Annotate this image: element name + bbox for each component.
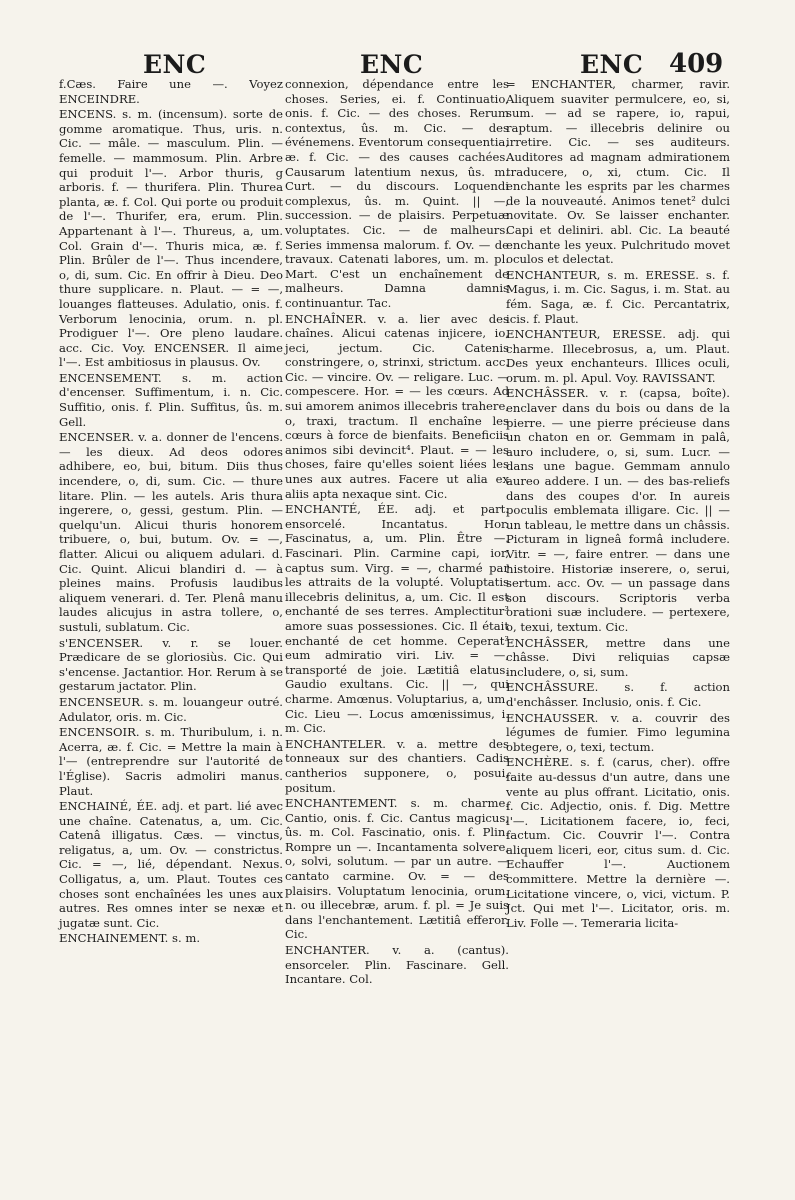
page-number: 409 [669,49,724,79]
entry-paragraph: ENCENS. s. m. (incensum). sorte de gomme aromatique. Thus, uris. n. Cic. — mâle. — masculum. Plin. — femelle. — mammosum. Plin. Arbre qui produit l'—. Arbor thuris, g arboris. f. — thurifera. Plin. Thurea planta, æ. f. Col. Qui porte ou produit de l'—. Thurifer, era, erum. Plin. Appartenant à l'—. Thureus, a, um. Col. Grain d'—. Thuris mica, æ. f. Plin. Brûler de l'—. Thus incendere, o, di, sum. Cic. En offrir à Dieu. Deo thure supplicare. n. Plaut. — = —, louanges flatteuses. Adulatio, onis. f. Verborum lenocinia, orum. n. pl. Prodiguer l'—. Ore pleno laudare. acc. Cic. Voy. ENCENSER. Il aime l'—. Est ambitiosus in plausus. Ov. [59,107,283,370]
entry-paragraph: ENCENSER. v. a. donner de l'encens. — les dieux. Ad deos odores adhibere, eo, bui, bitum. Diis thus incendere, o, di, sum. Cic. — thure litare. Plin. — les autels. Aris thura ingerere, o, gessi, gestum. Plin. — quelqu'un. Alicui thuris honorem tribuere, o, bui, butum. Ov. = —, flatter. Alicui ou aliquem adulari. d. Cic. Quint. Alicui blandiri d. — à pleines mains. Profusis laudibus aliquem venerari. d. Ter. Plenâ manu laudes alicujus in astra tollere, o, sustuli, sublatum. Cic. [59,430,283,634]
entry-paragraph: ENCHÂSSER. v. r. (capsa, boîte). enclaver dans du bois ou dans de la pierre. — une pierre précieuse dans un chaton en or. Gemmam in palâ, auro includere, o, si, sum. Lucr. — dans une bague. Gemmam annulo aureo addere. I un. — des bas-reliefs dans des coupes d'or. In aureis poculis emblemata illigare. Cic. || — un tableau, le mettre dans un châssis. Picturam in ligneâ formâ includere. Vitr. = —, faire entrer. — dans une histoire. Historiæ inserere, o, serui, sertum. acc. Ov. — un passage dans son discours. Scriptoris verba orationi suæ includere. — pertexere, o, texui, textum. Cic. [506,386,730,634]
text-column-left [59,77,283,947]
entry-paragraph: connexion, dépendance entre les choses. Series, ei. f. Continuatio, onis. f. Cic. — des choses. Rerum contextus, ûs. m. Cic. — des événemens. Eventorum consequentia, æ. f. Cic. — des causes cachées. Causarum latentium nexus, ûs. m. Curt. — du discours. Loquendi complexus, ûs. m. Quint. || —, succession. — de plaisirs. Perpetuæ voluptates. Cic. — de malheurs. Series immensa malorum. f. Ov. — de travaux. Catenati labores, um. m. pl. Mart. C'est un enchaînement de malheurs. Damna damnis continuantur. Tac. [285,77,509,310]
entry-paragraph: ENCHAINÉ, ÉE. adj. et part. lié avec une chaîne. Catenatus, a, um. Cic. Catenâ illigatus. Cæs. — vinctus, religatus, a, um. Ov. — constrictus. Cic. = —, lié, dépendant. Nexus. Colligatus, a, um. Plaut. Toutes ces choses sont enchaînées les unes aux autres. Res omnes inter se nexæ et jugatæ sunt. Cic. [59,799,283,930]
entry-paragraph: s'ENCENSER. v. r. se louer. Prædicare de se gloriosiùs. Cic. Qui s'encense. Jactantior. Hor. Rerum à se gestarum jactator. Plin. [59,635,283,694]
entry-paragraph: ENCHANTÉ, ÉE. adj. et part. ensorcelé. Incantatus. Hor. Fascinatus, a, um. Plin. Être —. Fascinari. Plin. Carmine capi, ior, captus sum. Virg. = —, charmé par les attraits de la volupté. Voluptatis illecebris delinitus, a, um. Cic. Il est enchanté de ses terres. Amplectitur³ amore suas possessiones. Cic. Il était enchanté de cet homme. Ceperat³ eum admiratio viri. Liv. = —, transporté de joie. Lætitiâ elatus. Gaudio exultans. Cic. || —, qui charme. Amœnus. Voluptarius, a, um. Cic. Lieu —. Locus amœnissimus, i. m. Cic. [285,502,509,736]
entry-paragraph: ENCHANTER. v. a. (cantus). ensorceler. Plin. Fascinare. Gell. Incantare. Col. [285,943,509,987]
entry-paragraph: ENCHAUSSER. v. a. couvrir des légumes de fumier. Fimo legumina obtegere, o, texi, tectum. [506,710,730,754]
entry-paragraph: ENCHAÎNER. v. a. lier avec des chaînes. Alicui catenas injicere, io, jeci, jectum. Cic. Catenis constringere, o, strinxi, strictum. acc. Cic. — vincire. Ov. — religare. Luc. — compescere. Hor. = — les cœurs. Ad sui amorem animos illecebris trahere, o, traxi, tractum. Il enchaîne les cœurs à force de bienfaits. Beneficiis animos sibi devincit⁴. Plaut. = — les choses, faire qu'elles soient liées les unes aux autres. Facere ut alia ex aliis apta nexaque sint. Cic. [285,311,509,501]
entry-paragraph: f.Cæs. Faire une —. Voyez ENCEINDRE. [59,77,283,106]
entry-paragraph: ENCHANTEUR, s. m. ERESSE. s. f. Magus, i. m. Cic. Sagus, i. m. Stat. au fém. Saga, æ. f. Cic. Percantatrix, icis. f. Plaut. [506,267,730,326]
entry-paragraph: ENCENSEMENT. s. m. action d'encenser. Suffimentum, i. n. Cic. Suffitio, onis. f. Plin. Suffitus, ûs. m. Gell. [59,370,283,429]
entry-paragraph: ENCENSOIR. s. m. Thuribulum, i. n. Acerra, æ. f. Cic. = Mettre la main à l'— (entreprendre sur l'autorité de l'Église). Sacris admoliri manus. Plaut. [59,725,283,798]
entry-paragraph: = ENCHANTER, charmer, ravir. Aliquem suaviter permulcere, eo, si, sum. — ad se rapere, io, rapui, raptum. — illecebris delinire ou irretire. Cic. — ses auditeurs. Auditores ad magnam admirationem traducere, o, xi, ctum. Cic. Il enchante les esprits par les charmes de la nouveauté. Animos tenet² dulci novitate. Ov. Se laisser enchanter. Capi et deliniri. abl. Cic. La beauté enchante les yeux. Pulchritudo movet oculos et delectat. [506,77,730,267]
entry-paragraph: ENCHÂSSURE. s. f. action d'enchâsser. Inclusio, onis. f. Cic. [506,680,730,709]
text-column-middle [285,77,509,988]
running-head-right: ENC [580,50,644,79]
running-head-center: ENC [360,50,424,79]
text-column-right [506,77,730,931]
running-head-left: ENC [143,50,207,79]
entry-paragraph: ENCHANTELER. v. a. mettre des tonneaux sur des chantiers. Cadis cantherios supponere, o, posui, positum. [285,736,509,795]
entry-paragraph: ENCHAINEMENT. s. m. [59,931,201,946]
entry-paragraph: ENCHANTEUR, ERESSE. adj. qui charme. Illecebrosus, a, um. Plaut. Des yeux enchanteurs. Illices oculi, orum. m. pl. Apul. Voy. RAVISSANT. [506,327,730,385]
entry-paragraph: ENCHANTEMENT. s. m. charme. Cantio, onis. f. Cic. Cantus magicus, ûs. m. Col. Fascinatio, onis. f. Plin. Rompre un —. Incantamenta solvere, o, solvi, solutum. — par un autre. — cantato carmine. Ov. = — des plaisirs. Voluptatum lenocinia, orum. n. ou illecebræ, arum. f. pl. = Je suis dans l'enchantement. Lætitiâ efferor. Cic. [285,796,509,942]
entry-paragraph: ENCHÂSSER, mettre dans une châsse. Divi reliquias capsæ includere, o, si, sum. [506,635,730,679]
entry-paragraph: ENCENSEUR. s. m. louangeur outré. Adulator, oris. m. Cic. [59,694,283,724]
entry-paragraph: ENCHÈRE. s. f. (carus, cher). offre faite au-dessus d'un autre, dans une vente au plus offrant. Licitatio, onis. f. Cic. Adjectio, onis. f. Dig. Mettre l'—. Licitationem facere, io, feci, factum. Cic. Couvrir l'—. Contra aliquem liceri, eor, citus sum. d. Cic. Echauffer l'—. Auctionem committere. Mettre la dernière —. Licitatione vincere, o, vici, victum. P. Jct. Qui met l'—. Licitator, oris. m. Liv. Folle —. Temeraria licita- [506,755,730,930]
